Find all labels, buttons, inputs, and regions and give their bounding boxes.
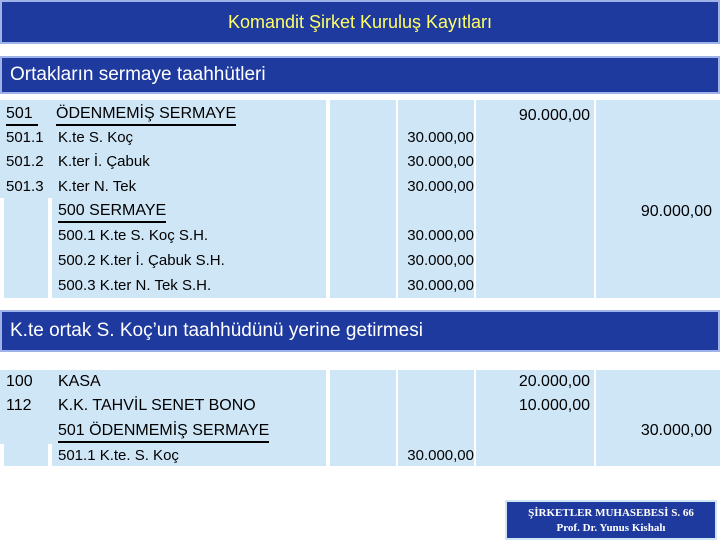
- sub-account-amount: 30.000,00: [407, 277, 474, 294]
- page-title: Komandit Şirket Kuruluş Kayıtları: [227, 11, 493, 32]
- credit-amount: 30.000,00: [640, 422, 712, 439]
- account-code: 100: [6, 373, 33, 390]
- sub-account-name: K.ter İ. Çabuk: [58, 153, 150, 170]
- column-divider: [474, 100, 476, 298]
- account-name: 501 ÖDENMEMİŞ SERMAYE: [58, 421, 269, 443]
- page-title-bar: [0, 0, 720, 44]
- account-name: KASA: [58, 373, 101, 390]
- footer-badge: [505, 500, 717, 540]
- sub-account-amount: 30.000,00: [407, 178, 474, 195]
- section-heading-bar: [0, 310, 720, 352]
- footer-line-1: ŞİRKETLER MUHASEBESİ S. 66: [528, 507, 694, 519]
- sub-account-code: 501.3: [6, 178, 44, 195]
- account-name: ÖDENMEMİŞ SERMAYE: [56, 104, 236, 126]
- sub-account-name: 500.1 K.te S. Koç S.H.: [58, 227, 209, 244]
- sub-account-amount: 30.000,00: [407, 447, 474, 464]
- column-divider: [474, 370, 476, 466]
- account-code: 501: [6, 104, 38, 126]
- footer-line-2: Prof. Dr. Yunus Kishalı: [556, 522, 666, 534]
- column-divider: [594, 370, 596, 466]
- debit-amount: 10.000,00: [518, 397, 590, 414]
- section-heading: Ortakların sermaye taahhütleri: [10, 64, 266, 85]
- sub-account-name: 500.2 K.ter İ. Çabuk S.H.: [58, 252, 225, 269]
- sub-account-amount: 30.000,00: [407, 153, 474, 170]
- credit-amount: 90.000,00: [640, 203, 712, 220]
- debit-amount: 90.000,00: [518, 107, 590, 124]
- sub-account-name: K.ter N. Tek: [58, 178, 137, 195]
- sub-account-name: 501.1 K.te. S. Koç: [58, 447, 179, 464]
- indent-panel: [4, 444, 48, 466]
- sub-account-name: K.te S. Koç: [58, 129, 134, 146]
- account-code: 112: [6, 397, 32, 414]
- section-heading: K.te ortak S. Koç’un taahhüdünü yerine getirmesi: [10, 320, 423, 341]
- debit-amount: 20.000,00: [518, 373, 590, 390]
- sub-account-amount: 30.000,00: [407, 129, 474, 146]
- account-name: K.K. TAHVİL SENET BONO: [58, 397, 256, 414]
- sub-account-amount: 30.000,00: [407, 227, 474, 244]
- sub-account-code: 501.2: [6, 153, 44, 170]
- sub-account-code: 501.1: [6, 129, 44, 146]
- indent-panel: [4, 198, 48, 298]
- sub-account-amount: 30.000,00: [407, 252, 474, 269]
- account-name: 500 SERMAYE: [58, 201, 166, 223]
- section-heading-bar: [0, 56, 720, 94]
- column-divider: [594, 100, 596, 298]
- sub-account-name: 500.3 K.ter N. Tek S.H.: [58, 277, 212, 294]
